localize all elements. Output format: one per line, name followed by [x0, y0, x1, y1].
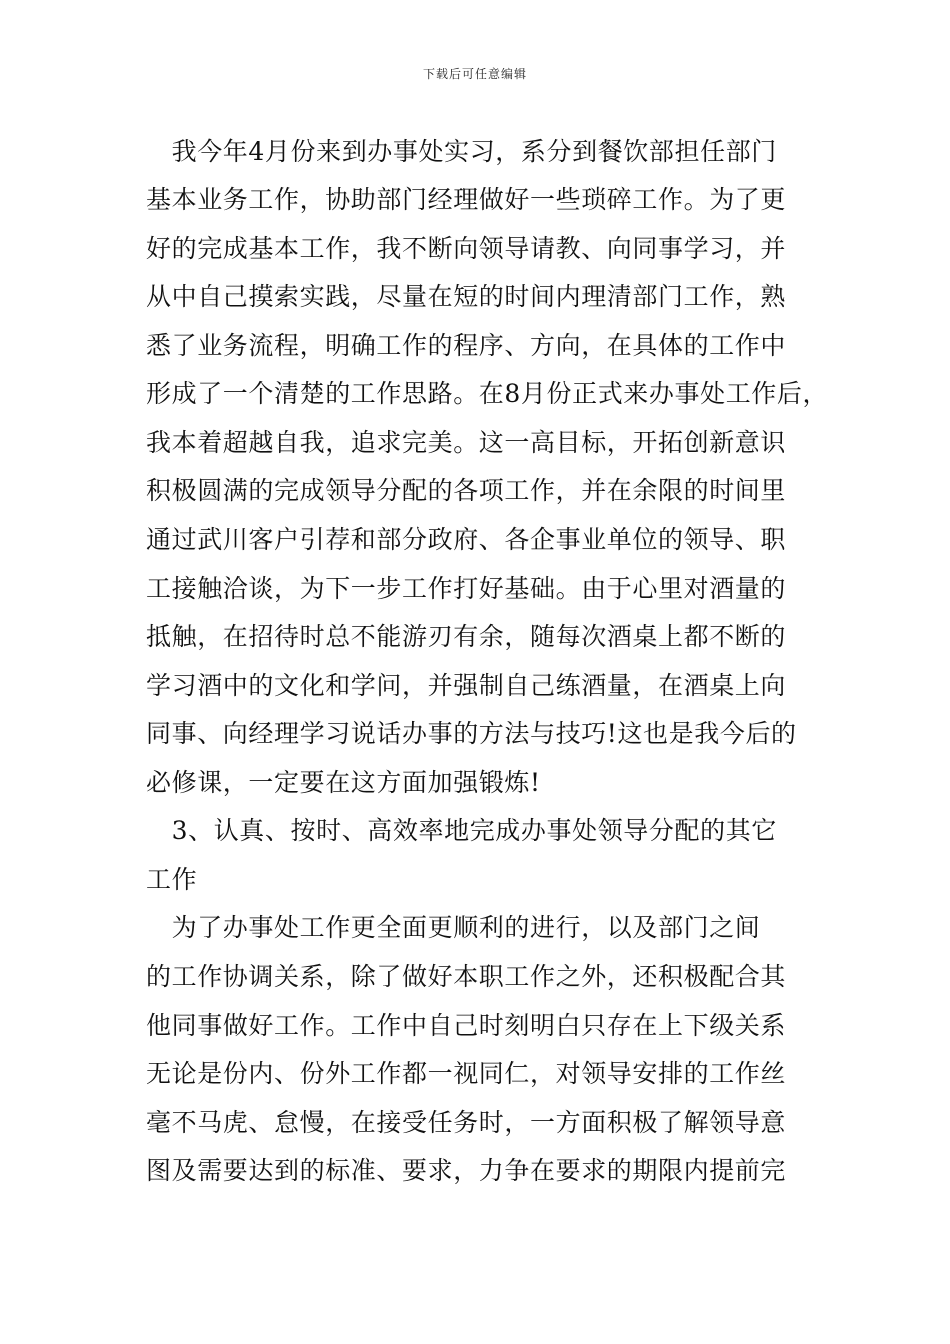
text-line: 无论是份内、份外工作都一视同仁，对领导安排的工作丝 — [146, 1059, 787, 1088]
text-line: 好的完成基本工作，我不断向领导请教、向同事学习，并 — [146, 234, 787, 263]
section-heading-cont: 工作 — [146, 865, 198, 894]
section-heading: 3、认真、按时、高效率地完成办事处领导分配的其它 — [146, 816, 777, 845]
text-line: 图及需要达到的标准、要求，力争在要求的期限内提前完 — [146, 1156, 787, 1185]
text-line: 抵触，在招待时总不能游刃有余，随每次酒桌上都不断的 — [146, 622, 787, 651]
text-line: 的工作协调关系，除了做好本职工作之外，还积极配合其 — [146, 962, 787, 991]
text-line: 同事、向经理学习说话办事的方法与技巧!这也是我今后的 — [146, 719, 797, 748]
text-line: 从中自己摸索实践，尽量在短的时间内理清部门工作，熟 — [146, 282, 787, 311]
text-line: 我今年4月份来到办事处实习，系分到餐饮部担任部门 — [146, 137, 777, 166]
text-line: 通过武川客户引荐和部分政府、各企事业单位的领导、职 — [146, 525, 787, 554]
text-line: 工接触洽谈，为下一步工作打好基础。由于心里对酒量的 — [146, 574, 787, 603]
text-line: 他同事做好工作。工作中自己时刻明白只存在上下级关系 — [146, 1011, 787, 1040]
text-line: 必修课，一定要在这方面加强锻炼! — [146, 768, 541, 797]
text-line: 悉了业务流程，明确工作的程序、方向，在具体的工作中 — [146, 331, 787, 360]
text-line: 为了办事处工作更全面更顺利的进行，以及部门之间 — [146, 913, 761, 942]
text-line: 我本着超越自我，追求完美。这一高目标，开拓创新意识 — [146, 428, 787, 457]
text-line: 形成了一个清楚的工作思路。在8月份正式来办事处工作后， — [146, 379, 829, 408]
text-line: 积极圆满的完成领导分配的各项工作，并在余限的时间里 — [146, 476, 787, 505]
text-line: 基本业务工作，协助部门经理做好一些琐碎工作。为了更 — [146, 185, 787, 214]
page-header: 下载后可任意编辑 — [422, 67, 527, 81]
text-line: 学习酒中的文化和学问，并强制自己练酒量，在酒桌上向 — [146, 671, 787, 700]
text-line: 毫不马虎、怠慢，在接受任务时，一方面积极了解领导意 — [146, 1108, 787, 1137]
